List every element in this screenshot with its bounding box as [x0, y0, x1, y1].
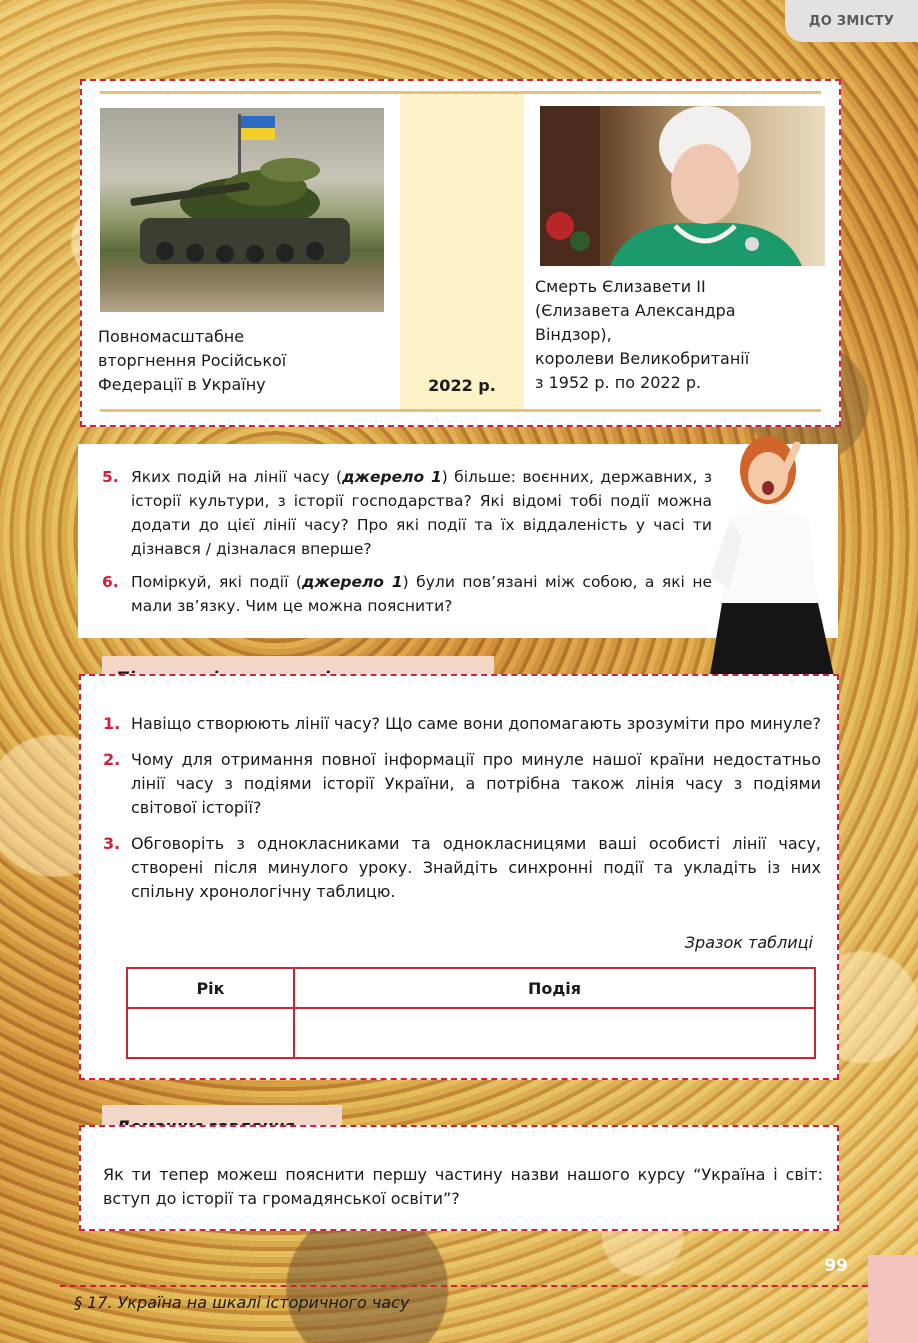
- event-queen-line: Віндзор),: [535, 325, 612, 344]
- homework-box: [79, 1125, 839, 1231]
- summary-item: [103, 832, 821, 904]
- summary-item: [103, 712, 821, 736]
- column-header-year: Рік: [127, 968, 294, 1008]
- question-item: [102, 465, 712, 561]
- page-number: 99: [824, 1256, 848, 1276]
- question-text: [131, 465, 712, 561]
- table-cell-year: [127, 1008, 294, 1058]
- footer-divider: [60, 1285, 868, 1287]
- girl-illustration: [700, 428, 840, 676]
- source-reference: джерело 1: [342, 468, 442, 486]
- source-reference: джерело 1: [301, 573, 403, 591]
- sample-table-label: Зразок таблиці: [684, 933, 813, 952]
- event-invasion: [98, 325, 388, 397]
- toc-link[interactable]: ДО ЗМІСТУ: [785, 0, 918, 42]
- timeline-year-column: [400, 94, 524, 409]
- event-queen-line: з 1952 р. по 2022 р.: [535, 373, 702, 392]
- event-queen-line: королеви Великобританії: [535, 349, 750, 368]
- summary-number: 1.: [103, 714, 121, 733]
- question-item: [102, 570, 712, 618]
- sample-table: [126, 967, 816, 1059]
- table-row: [127, 1008, 815, 1058]
- table-cell-event: [294, 1008, 815, 1058]
- column-header-event: Подія: [294, 968, 815, 1008]
- timeline-year: 2022 р.: [428, 376, 496, 395]
- summary-number: 3.: [103, 834, 121, 853]
- question-number: 6.: [102, 573, 119, 591]
- summary-item: [103, 748, 821, 820]
- table-header-row: [127, 968, 815, 1008]
- timeline-box: [80, 79, 841, 427]
- summary-text: Чому для отримання повної інформації про минуле нашої країни недостатньо лінії часу з подіями історії України, а потрібна також лінія часу з подіями світової історії?: [131, 750, 821, 817]
- question-text-part: ) більше: воєнних, державних, з історії культури, з історії господарства? Які відомі тобі події можна додати до цієї лінії часу? Про які події та їх віддаленість у часі ти дізнався / дізналася вперше?: [131, 468, 713, 558]
- timeline-bottom-rule: [100, 409, 821, 412]
- page-tab: [868, 1255, 918, 1343]
- tank-photo: [100, 108, 384, 312]
- homework-text: Як ти тепер можеш пояснити першу частину назви нашого курсу “Україна і світ: вступ до історії та громадянської освіти”?: [103, 1165, 823, 1208]
- question-text: [131, 570, 712, 618]
- section-title: § 17. Україна на шкалі історичного часу: [74, 1293, 410, 1312]
- event-invasion-line: Повномасштабне: [98, 327, 245, 346]
- question-text-part: Поміркуй, які події (: [131, 573, 302, 591]
- summary-text: Навіщо створюють лінії часу? Що саме вони допомагають зрозуміти про минуле?: [131, 714, 821, 733]
- event-queen-line: Смерть Єлизавети ІІ: [535, 277, 706, 296]
- event-invasion-line: вторгнення Російської: [98, 351, 287, 370]
- summary-text: Обговоріть з однокласниками та однокласницями ваші особисті лінії часу, створені після минулого уроку. Знайдіть синхронні події та укладіть із них спільну хронологічну таблицю.: [131, 834, 821, 901]
- question-text-part: Яких подій на лінії часу (: [131, 468, 343, 486]
- event-queen-death: [535, 275, 835, 395]
- questions-list: [102, 465, 712, 627]
- summary-number: 2.: [103, 750, 121, 769]
- summary-box: [79, 674, 839, 1080]
- event-invasion-line: Федерації в Україну: [98, 375, 266, 394]
- event-queen-line: (Єлизавета Александра: [535, 301, 736, 320]
- question-text-part: ) були пов’язані між собою, а які не мали зв’язку. Чим це можна пояснити?: [131, 573, 712, 615]
- summary-list: [103, 712, 821, 916]
- queen-photo: [540, 106, 825, 266]
- question-number: 5.: [102, 468, 119, 486]
